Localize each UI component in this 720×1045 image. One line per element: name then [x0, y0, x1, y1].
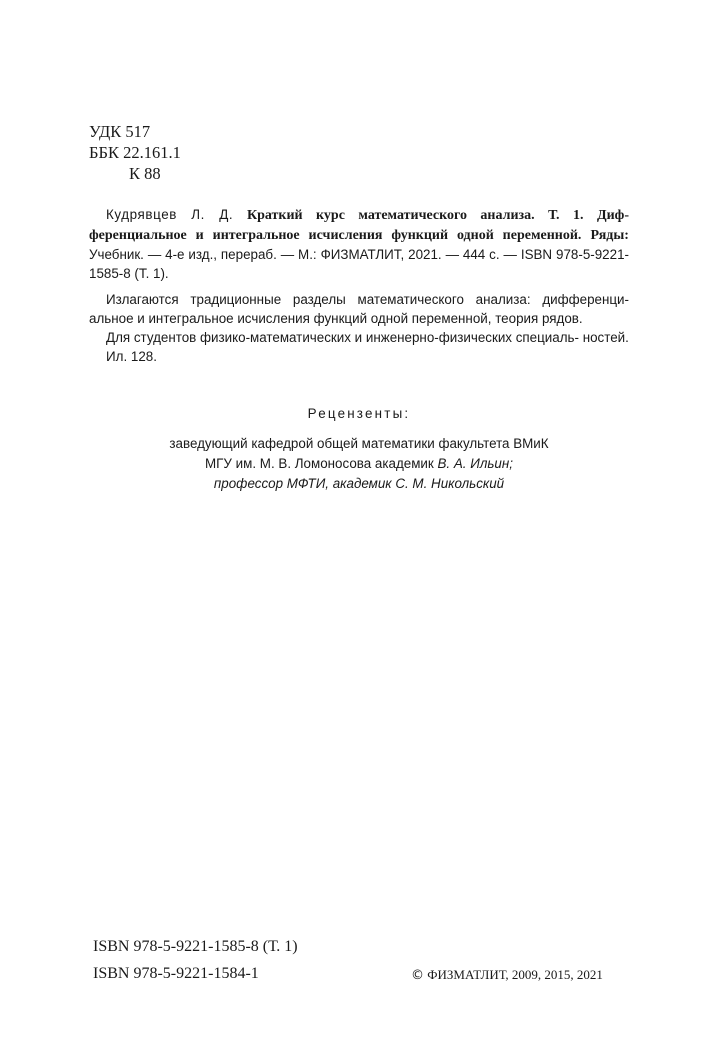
reviewer-name-1: В. А. Ильин; — [437, 456, 513, 471]
book-title-3: Ряды: — [590, 228, 629, 243]
isbn-volume: ISBN 978-5-9221-1585-8 (Т. 1) — [93, 938, 298, 955]
abstract-line-2: альное и интегральное исчисления функций одной переменной, теория рядов. — [89, 311, 583, 326]
illustrations-count: Ил. 128. — [106, 349, 157, 364]
copyright-icon: © — [411, 968, 424, 983]
copyright-notice — [411, 967, 603, 983]
reviewer-line-3 — [89, 474, 629, 494]
udk-code: УДК 517 — [89, 122, 151, 141]
author-mark: К 88 — [129, 164, 161, 183]
publication-info-1: Учебник. — 4-е изд., перераб. — М.: ФИЗМАТЛИТ, 2021. — 444 с. — — [89, 247, 517, 262]
bbk-code: ББК 22.161.1 — [89, 143, 181, 162]
audience — [89, 328, 629, 347]
abstract-line-1: Излагаются традиционные разделы математического анализа: дифференци- — [106, 292, 629, 307]
reviewer-name-2: профессор МФТИ, академик С. М. Никольский — [213, 476, 505, 491]
reviewer-line-2 — [89, 454, 629, 474]
classification-block — [89, 121, 181, 184]
audience-line-1: Для студентов физико-математических и инженерно-физических специаль- — [106, 330, 579, 345]
author-name: Кудрявцев Л. Д. — [106, 207, 234, 222]
bibliographic-record — [89, 205, 629, 366]
abstract — [89, 290, 629, 328]
book-title-2: ференциальное и интегральное исчисления функций одной переменной. — [89, 228, 582, 243]
isbn-set: ISBN 978-5-9221-1584-1 — [93, 965, 259, 982]
reviewers-heading: Рецензенты: — [307, 406, 411, 421]
audience-line-2: ностей. — [582, 330, 629, 345]
publication-info-2: ISBN 978-5-9221-1585-8 (Т. 1). — [89, 247, 629, 281]
reviewers-block — [89, 404, 629, 494]
reviewer-line-1: заведующий кафедрой общей математики факультета ВМиК — [169, 436, 549, 451]
copyright-text: ФИЗМАТЛИТ, 2009, 2015, 2021 — [427, 967, 603, 982]
book-title-1: Краткий курс математического анализа. Т. 1. Диф- — [246, 208, 629, 223]
reviewer-affiliation: МГУ им. М. В. Ломоносова академик — [205, 456, 434, 471]
bibliographic-description — [89, 205, 629, 283]
